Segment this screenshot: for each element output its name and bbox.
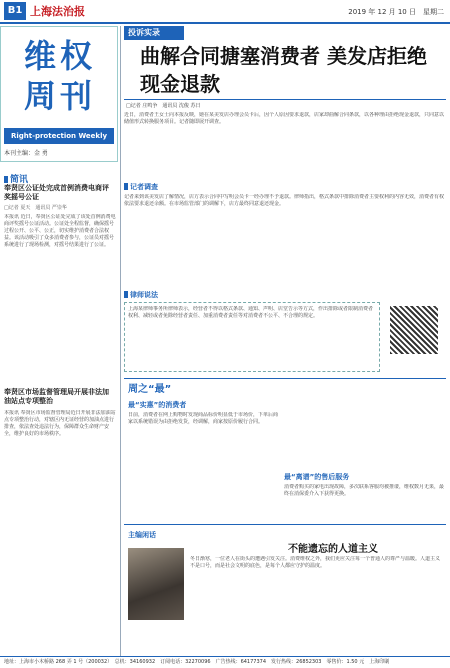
- brief-item-2-text: 本报讯 奉贤区市场监督管理局近日开展非法加油站点专项整治行动，对辖区内无证经营的加油点进行排查，依法查处违法行为，保障群众生命财产安全，维护良好的市场秩序。: [4, 410, 116, 437]
- reporter-byline: □记者 庄鸣争 通讯员 沈俊 苏日: [126, 103, 201, 109]
- column-title: 不能遗忘的人道主义: [288, 544, 378, 555]
- section-rule: [124, 378, 446, 379]
- section-reporter-investigation: 记者调查: [124, 182, 158, 192]
- section-mark-icon: [124, 183, 128, 190]
- paper-name: 上海法治报: [30, 5, 85, 18]
- superlative-1-text: 日前，消费者在网上购物时发现商品标价明显低于市场价，下单后商家以系统错误为由拒绝发货，经调解，商家按原价履行合同。: [128, 412, 278, 425]
- main-headline: 曲解合同搪塞消费者 美发店拒绝现金退款: [140, 44, 427, 96]
- investigation-text: 记者来到该美发店了解情况，店方表示合同中写明会员卡一经办理不予退款。律师指出，格式条款中排除消费者主要权利的内容无效，消费者有权依法要求退还余额。在市场监管部门的调解下，店方最终同意退还现金。: [124, 194, 445, 207]
- qr-code-icon: [390, 306, 438, 354]
- section-rule: [124, 524, 446, 525]
- section-mark-icon: [4, 176, 8, 183]
- brief-item-1-title: 奉贤区公证处完成首例消费电商评奖摇号公证: [4, 184, 109, 201]
- chief-editor: 本刊主编：金 勇: [4, 150, 48, 157]
- section-mark-icon: [124, 291, 128, 298]
- superlative-2-text: 消费者购买的家电出现故障，多次联系客服均被推诿，维权数月无果，最终在消保委介入下获得更换。: [284, 484, 444, 497]
- headline-rule: [124, 99, 446, 100]
- column-text: 冬日渐寒，一位老人在街头的遭遇引发关注。消费维权之外，我们更应关注每一个普通人的尊严与温暖。人道主义不是口号，而是社会文明的底色，是每个人都应守护的温度。: [190, 556, 441, 569]
- column-divider: [120, 26, 121, 656]
- section-lawyer-comment: 律师说法: [124, 290, 158, 300]
- brief-item-2-title: 奉贤区市场监督管理局开展非法加油站点专项整治: [4, 388, 109, 405]
- section-kicker: 投诉实录: [124, 26, 184, 40]
- weekly-title-en: Right-protection Weekly: [4, 128, 114, 144]
- lead-text: 近日，消费者王女士向本报反映，她在某美发店办理会员卡后，因个人原因要求退款，店家却曲解合同条款，以各种理由拒绝现金退款，只同意以储值形式转换服务项目。记者随即展开调查。: [124, 112, 445, 125]
- issue-date: 2019 年 12 月 10 日 星期二: [348, 8, 444, 16]
- brief-heading: 简讯: [4, 172, 28, 185]
- weekly-title: 维权周刊: [23, 37, 96, 115]
- superlative-2-title: 最“离谱”的售后服务: [284, 473, 350, 481]
- brief-item-1-text: 本报讯 近日，奉贤区公证处完成了该处首例消费电商评奖摇号公证活动。公证处全程监督，确保摇号过程公开、公平、公正，切实维护消费者合法权益。该活动吸引了众多消费者参与，公证员对摇号系统进行了现场检测，对摇号结果进行了公证。: [4, 214, 116, 248]
- weekly-superlative-heading: 周之“最”: [128, 384, 172, 395]
- column-tag: 主编闲话: [128, 531, 156, 539]
- superlative-1-title: 最“实惠”的消费者: [128, 401, 187, 409]
- author-photo: [128, 548, 184, 620]
- lawyer-text: 上海某律师事务所律师表示，经营者不得以格式条款、通知、声明、店堂告示等方式，作出排除或者限制消费者权利、减轻或者免除经营者责任、加重消费者责任等对消费者不公平、不合理的规定。: [128, 306, 374, 319]
- page-footer: 地址：上海市小木桥路 268 弄 1 号（200032） 总机：34160932 订阅电话：32270096 广告热线：64177374 发行热线：26852303 零售价：1.50 元 上海印刷: [0, 656, 450, 668]
- page-number: B1: [4, 2, 26, 20]
- brief-item-1-byline: □记者 夏天 通讯员 严崇华: [4, 205, 67, 211]
